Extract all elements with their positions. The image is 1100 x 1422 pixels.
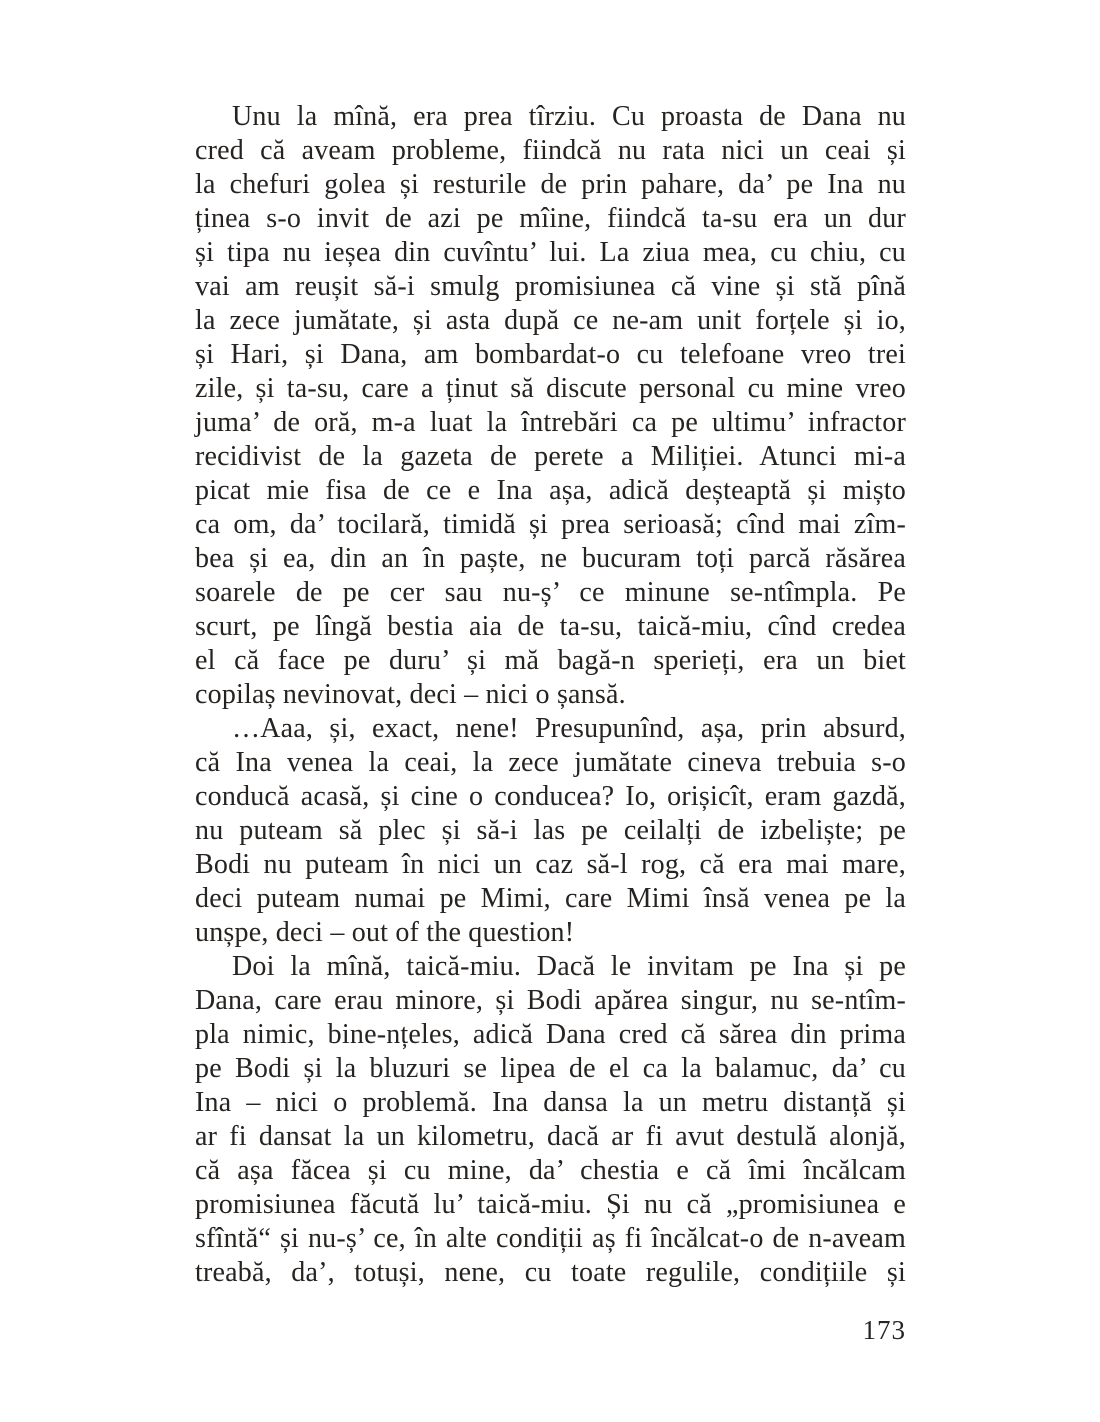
text-line: treabă, da’, totuși, nene, cu toate regulile, condițiile și xyxy=(195,1257,906,1288)
text-line: Doi la mînă, taică-miu. Dacă le invitam pe Ina și pe xyxy=(232,951,906,982)
text-line: la zece jumătate, și asta după ce ne-am unit forțele și io, xyxy=(195,305,906,336)
text-line: unșpe, deci – out of the question! xyxy=(195,917,575,948)
text-line: cred că aveam probleme, fiindcă nu rata nici un ceai și xyxy=(195,135,906,166)
text-line: juma’ de oră, m-a luat la întrebări ca pe ultimu’ infractor xyxy=(195,407,906,438)
text-line: Dana, care erau minore, și Bodi apărea singur, nu se-ntîm- xyxy=(195,985,906,1016)
text-line: Bodi nu puteam în nici un caz să-l rog, că era mai mare, xyxy=(195,849,906,880)
text-line: că Ina venea la ceai, la zece jumătate cineva trebuia s-o xyxy=(195,747,906,778)
page-number: 173 xyxy=(862,1315,906,1345)
page-text xyxy=(195,100,906,1290)
text-line: pla nimic, bine-nțeles, adică Dana cred că sărea din prima xyxy=(195,1019,906,1050)
text-line: vai am reușit să-i smulg promisiunea că vine și stă pînă xyxy=(195,271,906,302)
paragraph xyxy=(195,712,906,950)
text-line: ținea s-o invit de azi pe mîine, fiindcă ta-su era un dur xyxy=(195,203,906,234)
text-line: și Hari, și Dana, am bombardat-o cu telefoane vreo trei xyxy=(195,339,906,370)
text-line: deci puteam numai pe Mimi, care Mimi însă venea pe la xyxy=(195,883,906,914)
text-line: scurt, pe lîngă bestia aia de ta-su, taică-miu, cînd credea xyxy=(195,611,906,642)
text-line: la chefuri golea și resturile de prin pahare, da’ pe Ina nu xyxy=(195,169,906,200)
text-line: sfîntă“ și nu-ș’ ce, în alte condiții aș fi încălcat-o de n-aveam xyxy=(195,1223,906,1254)
text-line: Unu la mînă, era prea tîrziu. Cu proasta de Dana nu xyxy=(232,101,906,132)
text-line: …Aaa, și, exact, nene! Presupunînd, așa, prin absurd, xyxy=(232,713,906,744)
text-line: recidivist de la gazeta de perete a Miliției. Atunci mi-a xyxy=(195,441,906,472)
text-line: că așa făcea și cu mine, da’ chestia e că îmi încălcam xyxy=(195,1155,906,1186)
paragraph xyxy=(195,950,906,1290)
text-line: el că face pe duru’ și mă bagă-n sperieți, era un biet xyxy=(195,645,906,676)
text-line: ca om, da’ tocilară, timidă și prea serioasă; cînd mai zîm- xyxy=(195,509,906,540)
text-line: nu puteam să plec și să-i las pe ceilalți de izbeliște; pe xyxy=(195,815,906,846)
text-line: pe Bodi și la bluzuri se lipea de el ca la balamuc, da’ cu xyxy=(195,1053,906,1084)
text-line: promisiunea făcută lu’ taică-miu. Și nu că „promisiunea e xyxy=(195,1189,906,1220)
text-line: ar fi dansat la un kilometru, dacă ar fi avut destulă alonjă, xyxy=(195,1121,906,1152)
text-line: bea și ea, din an în paște, ne bucuram toți parcă răsărea xyxy=(195,543,906,574)
paragraph xyxy=(195,100,906,712)
text-line: și tipa nu ieșea din cuvîntu’ lui. La ziua mea, cu chiu, cu xyxy=(195,237,906,268)
text-line: copilaș nevinovat, deci – nici o șansă. xyxy=(195,679,626,710)
text-line: zile, și ta-su, care a ținut să discute personal cu mine vreo xyxy=(195,373,906,404)
text-line: soarele de pe cer sau nu-ș’ ce minune se-ntîmpla. Pe xyxy=(195,577,906,608)
text-line: picat mie fisa de ce e Ina așa, adică deșteaptă și mișto xyxy=(195,475,906,506)
text-line: Ina – nici o problemă. Ina dansa la un metru distanță și xyxy=(195,1087,906,1118)
text-line: conducă acasă, și cine o conducea? Io, orișicît, eram gazdă, xyxy=(195,781,906,812)
